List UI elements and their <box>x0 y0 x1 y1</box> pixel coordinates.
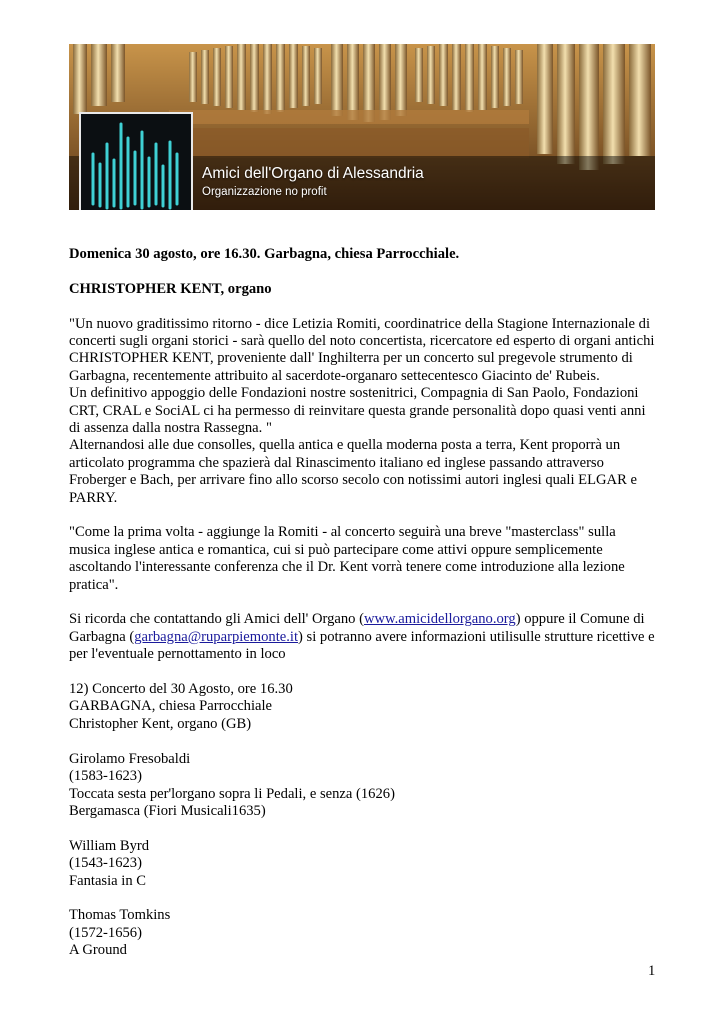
work-title: Toccata sesta per'lorgano sopra li Pedali, e senza (1626) <box>69 785 395 802</box>
text-line: Froberger e Bach, per arrivare fino allo scorso secolo con notissimi autori inglesi quali ELGAR e <box>69 472 637 489</box>
masterclass-paragraph <box>69 524 669 594</box>
text-line: CHRISTOPHER KENT, proveniente dall' Inghilterra per un concerto sul pregevole strumento di <box>69 350 633 367</box>
composer-dates: (1572-1656) <box>69 924 142 941</box>
intro-paragraph <box>69 316 669 507</box>
performer-heading: CHRISTOPHER KENT, organo <box>69 280 272 297</box>
text-line: di assenza dalla nostra Rassegna. " <box>69 420 272 437</box>
composer-dates: (1543-1623) <box>69 855 142 872</box>
composer-name: William Byrd <box>69 837 150 854</box>
text-fragment: ) si potranno avere informazioni utilisulle strutture ricettive e <box>298 628 655 645</box>
text-line: GARBAGNA, chiesa Parrocchiale <box>69 698 273 715</box>
text-line: PARRY. <box>69 489 118 506</box>
contact-paragraph <box>69 611 669 663</box>
text-line: Garbagna, recentemente attribuito al sacerdote-organaro settecentesco Giacinto de' Rubeis. <box>69 367 600 384</box>
text-line: concerti sugli organi storici - sarà quello del noto concertista, ricercatore ed esperto di organi antichi <box>69 333 655 349</box>
program-entry <box>69 751 669 821</box>
text-line: musica inglese antica e romantica, cui si può partecipare come attivi oppure semplicemente <box>69 541 603 558</box>
program-entry <box>69 838 669 890</box>
concert-info <box>69 681 669 733</box>
header-banner <box>69 44 655 210</box>
text-line: articolato programma che spazierà dal Rinascimento italiano ed inglese passando attraverso <box>69 454 604 471</box>
text-line: Christopher Kent, organo (GB) <box>69 715 252 732</box>
text-line: "Un nuovo graditissimo ritorno - dice Letizia Romiti, coordinatrice della Stagione Internazionale di <box>69 315 651 332</box>
banner-subtitle: Organizzazione no profit <box>202 186 327 198</box>
logo <box>79 112 193 210</box>
text-line: ascoltando l'interessante conferenza che il Dr. Kent vorrà tenere come introduzione alla lezione <box>69 559 625 576</box>
text-line: pratica". <box>69 576 119 593</box>
email-link[interactable]: garbagna@ruparpiemonte.it <box>134 628 299 645</box>
text-line: CRT, CRAL e SociAL ci ha permesso di reinvitare questa grande personalità dopo quasi venti anni <box>69 402 646 419</box>
composer-name: Thomas Tomkins <box>69 907 171 924</box>
event-heading: Domenica 30 agosto, ore 16.30. Garbagna, chiesa Parrocchiale. <box>69 246 460 262</box>
text-line: Un definitivo appoggio delle Fondazioni nostre sostenitrici, Compagnia di San Paolo, Fondazioni <box>69 385 639 402</box>
composer-name: Girolamo Fresobaldi <box>69 750 191 767</box>
text-fragment: ) oppure il Comune di <box>515 611 645 628</box>
work-title: Bergamasca (Fiori Musicali1635) <box>69 802 266 819</box>
text-line: Alternandosi alle due consolles, quella antica e quella moderna posta a terra, Kent proporrà un <box>69 437 621 454</box>
page-number: 1 <box>648 963 656 979</box>
composer-dates: (1583-1623) <box>69 768 142 785</box>
document-body <box>69 246 669 977</box>
banner-title: Amici dell'Organo di Alessandria <box>202 165 424 182</box>
text-line: 12) Concerto del 30 Agosto, ore 16.30 <box>69 681 293 698</box>
text-line: "Come la prima volta - aggiunge la Romiti - al concerto seguirà una breve "masterclass" sulla <box>69 524 616 541</box>
website-link[interactable]: www.amicidellorgano.org <box>363 611 516 628</box>
work-title: A Ground <box>69 942 127 959</box>
sound-bars-icon <box>81 114 191 210</box>
work-title: Fantasia in C <box>69 872 147 889</box>
text-fragment: Garbagna ( <box>69 628 135 645</box>
text-fragment: Si ricorda che contattando gli Amici dell' Organo ( <box>69 611 364 628</box>
program-entry <box>69 907 669 959</box>
text-line: per l'eventuale pernottamento in loco <box>69 646 286 663</box>
